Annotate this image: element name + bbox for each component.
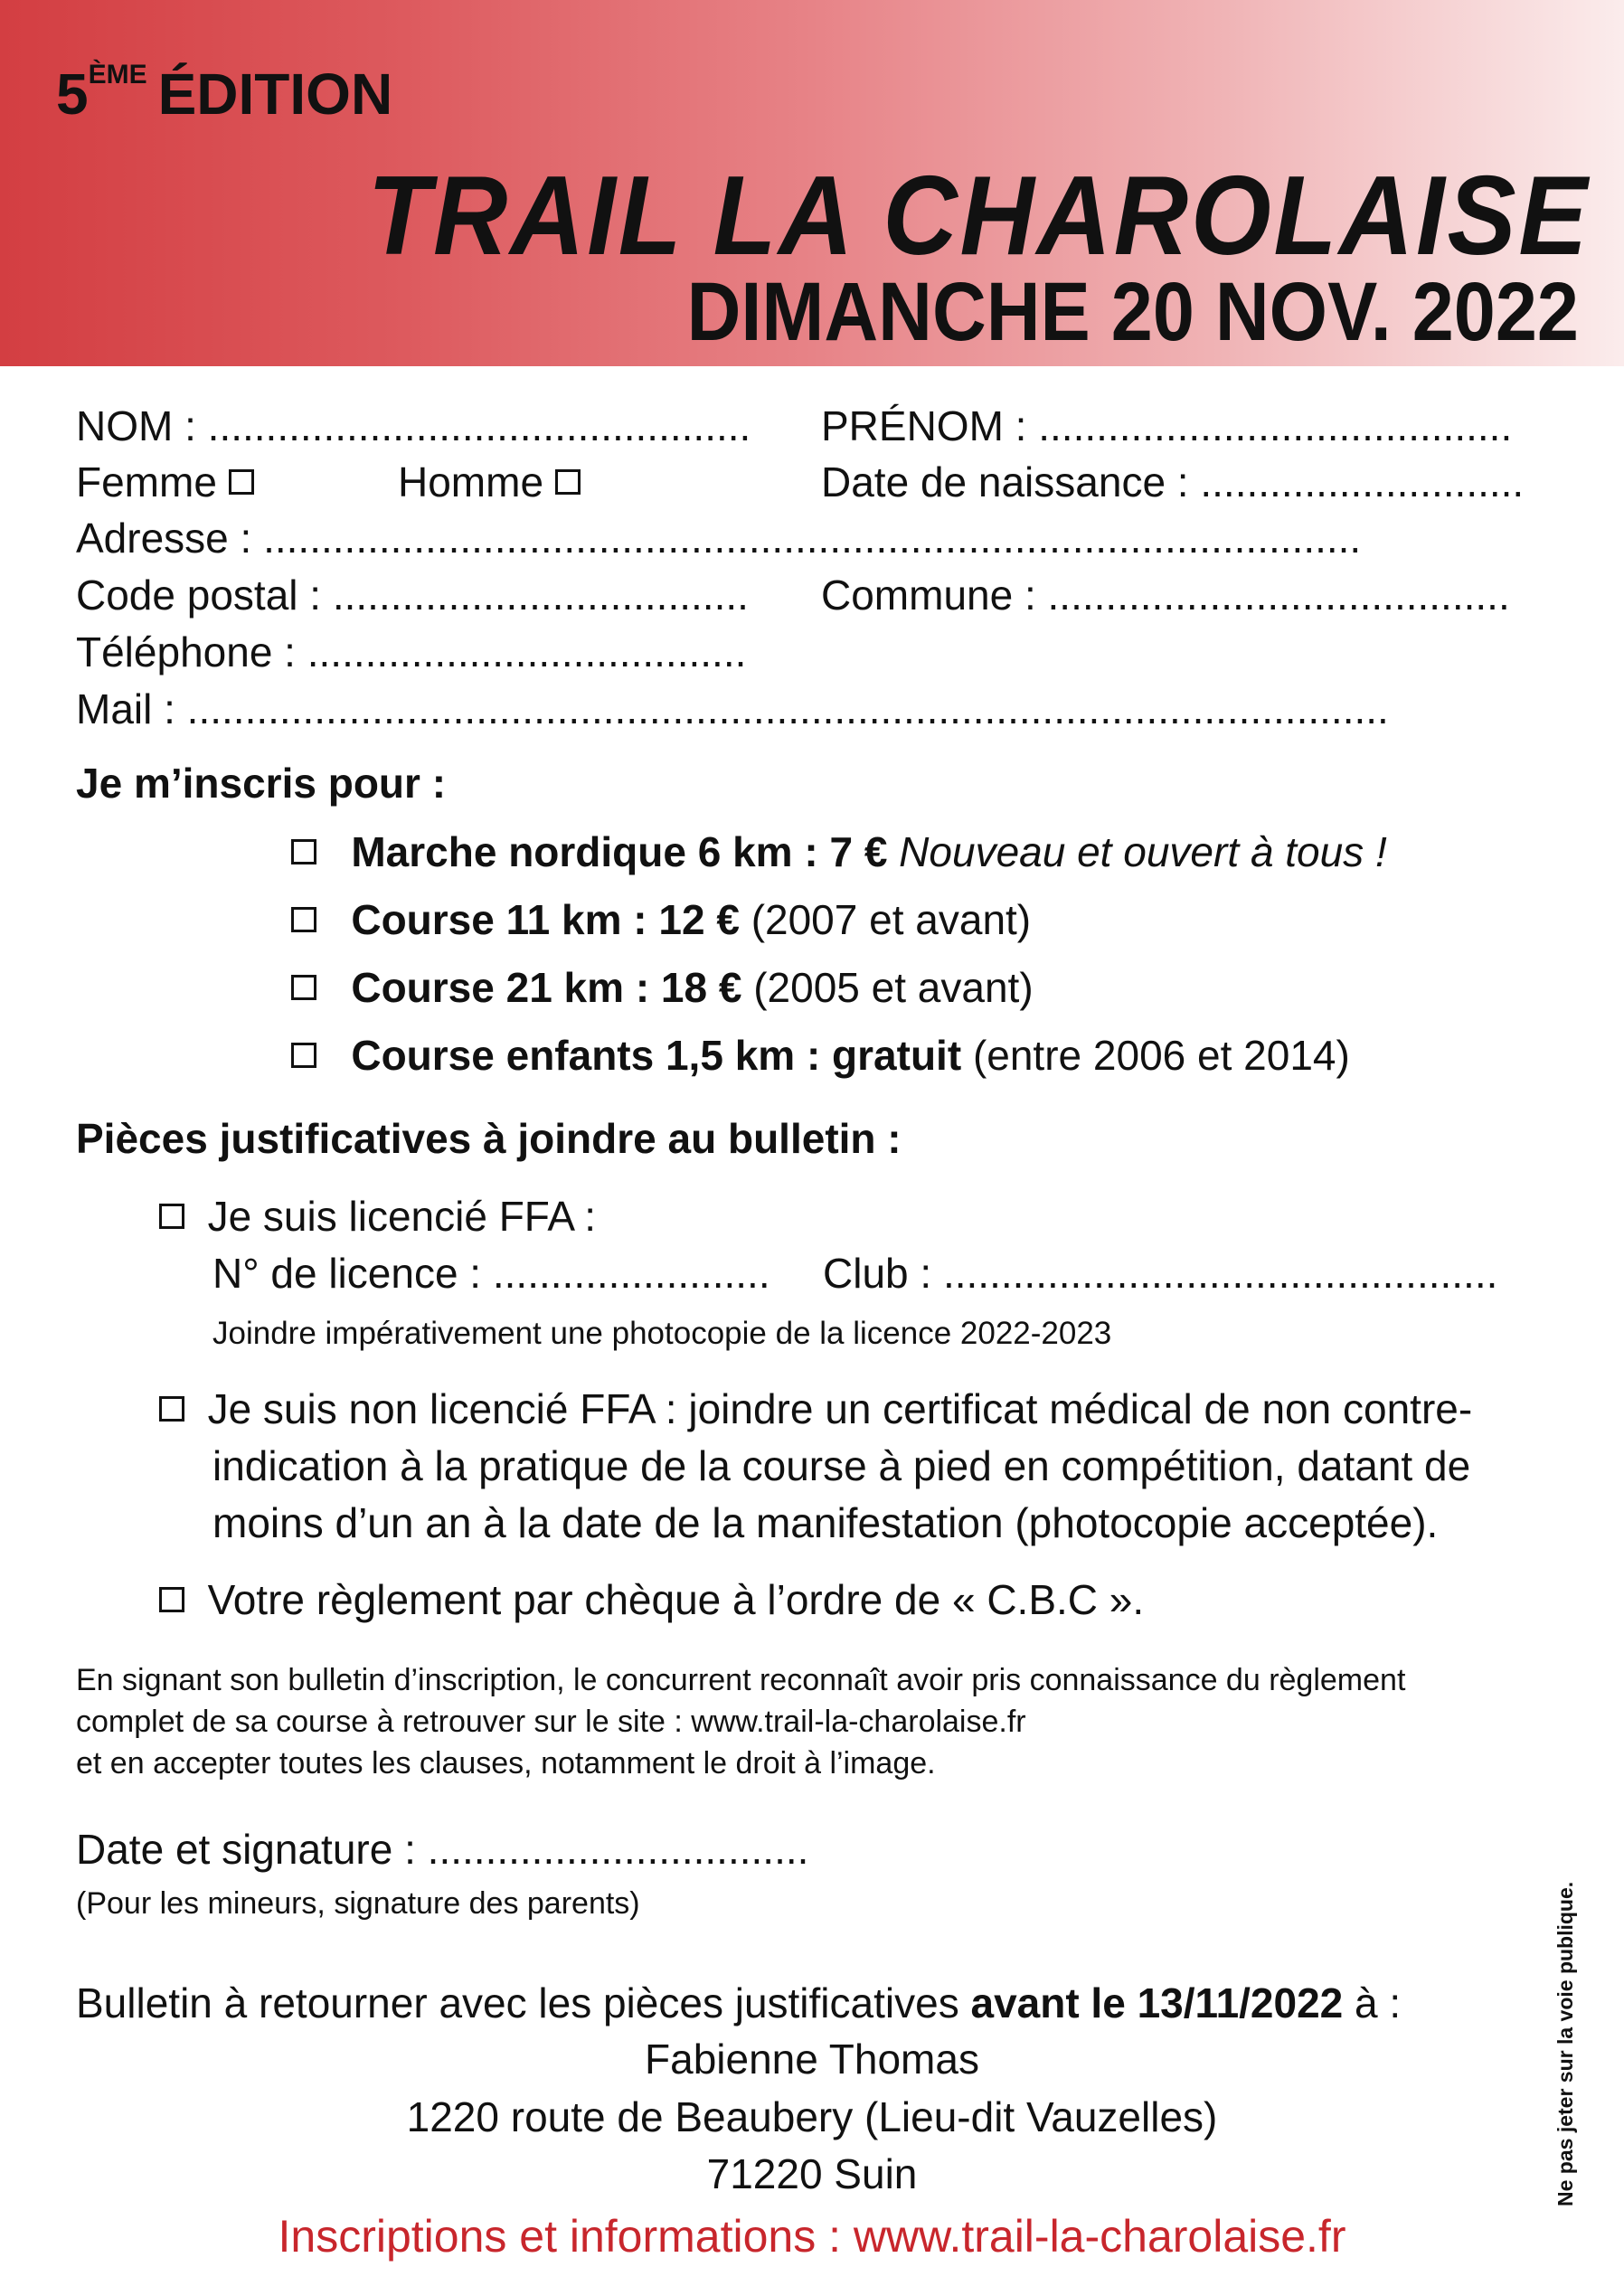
legal-line-2: complet de sa course à retrouver sur le site : www.trail-la-charolaise.fr xyxy=(76,1705,1026,1739)
telephone-field[interactable]: Téléphone : ...................................... xyxy=(76,628,747,675)
adresse-field[interactable]: Adresse : ............................................................................................... xyxy=(76,515,1362,562)
code-postal-field[interactable]: Code postal : .................................... xyxy=(76,572,749,619)
option-marche[interactable]: Marche nordique 6 km : 7 € Nouveau et ouvert à tous ! xyxy=(291,831,1387,873)
femme-option[interactable]: Femme xyxy=(76,461,254,503)
commune-field[interactable]: Commune : ........................................ xyxy=(821,572,1510,619)
header-banner xyxy=(0,0,1624,366)
reglement-checkbox[interactable] xyxy=(159,1587,184,1612)
non-licencie-checkbox[interactable] xyxy=(159,1396,184,1422)
non-licencie-line-2: indication à la pratique de la course à pied en compétition, datant de xyxy=(212,1442,1471,1489)
retour-line: Bulletin à retourner avec les pièces justificatives avant le 13/11/2022 à : xyxy=(76,1979,1402,2026)
option-checkbox[interactable] xyxy=(291,975,316,1000)
signature-note: (Pour les mineurs, signature des parents) xyxy=(76,1886,640,1921)
option-checkbox[interactable] xyxy=(291,839,316,864)
edition-sup: ÈME xyxy=(88,60,147,90)
homme-checkbox[interactable] xyxy=(555,469,581,495)
option-checkbox[interactable] xyxy=(291,907,316,932)
homme-option[interactable]: Homme xyxy=(398,461,581,503)
vertical-note: Ne pas jeter sur la voie publique. xyxy=(1553,1881,1577,2206)
signature-field[interactable]: Date et signature : ................................. xyxy=(76,1826,809,1873)
edition-word: ÉDITION xyxy=(157,61,393,127)
event-title: TRAIL LA CHAROLAISE xyxy=(367,154,1590,279)
licence-note: Joindre impérativement une photocopie de la licence 2022-2023 xyxy=(212,1316,1112,1351)
option-checkbox[interactable] xyxy=(291,1043,316,1068)
licencie-checkbox[interactable] xyxy=(159,1204,184,1229)
nom-field[interactable]: NOM : ............................................... xyxy=(76,402,751,449)
retour-name: Fabienne Thomas xyxy=(645,2036,979,2083)
edition-label: 5ÈME ÉDITION xyxy=(56,60,393,127)
footer-info: Inscriptions et informations : www.trail-la-charolaise.fr xyxy=(278,2211,1346,2262)
retour-address: 1220 route de Beaubery (Lieu-dit Vauzelles) xyxy=(406,2093,1218,2140)
event-date: DIMANCHE 20 NOV. 2022 xyxy=(686,266,1579,358)
non-licencie-option[interactable]: Je suis non licencié FFA : joindre un certificat médical de non contre- xyxy=(159,1388,1472,1430)
prenom-field[interactable]: PRÉNOM : ......................................... xyxy=(821,402,1513,449)
option-course-11[interactable]: Course 11 km : 12 € (2007 et avant) xyxy=(291,899,1031,940)
inscription-heading: Je m’inscris pour : xyxy=(76,760,447,807)
pieces-heading: Pièces justificatives à joindre au bulletin : xyxy=(76,1115,902,1162)
naissance-field[interactable]: Date de naissance : ............................ xyxy=(821,458,1525,505)
reglement-option[interactable]: Votre règlement par chèque à l’ordre de « C.B.C ». xyxy=(159,1579,1144,1620)
non-licencie-line-3: moins d’un an à la date de la manifestation (photocopie acceptée). xyxy=(212,1499,1439,1546)
legal-line-3: et en accepter toutes les clauses, notamment le droit à l’image. xyxy=(76,1746,936,1781)
option-course-21[interactable]: Course 21 km : 18 € (2005 et avant) xyxy=(291,967,1034,1008)
legal-line-1: En signant son bulletin d’inscription, le concurrent reconnaît avoir pris connaissance du règlement xyxy=(76,1663,1406,1697)
mail-field[interactable]: Mail : ........................................................................................................ xyxy=(76,685,1389,732)
femme-checkbox[interactable] xyxy=(229,469,254,495)
retour-city: 71220 Suin xyxy=(706,2150,918,2197)
licencie-option[interactable]: Je suis licencié FFA : xyxy=(159,1195,596,1237)
club-field[interactable]: Club : ................................................ xyxy=(823,1250,1498,1297)
licence-number-field[interactable]: N° de licence : ........................ xyxy=(212,1250,770,1297)
option-course-enfants[interactable]: Course enfants 1,5 km : gratuit (entre 2006 et 2014) xyxy=(291,1034,1350,1076)
